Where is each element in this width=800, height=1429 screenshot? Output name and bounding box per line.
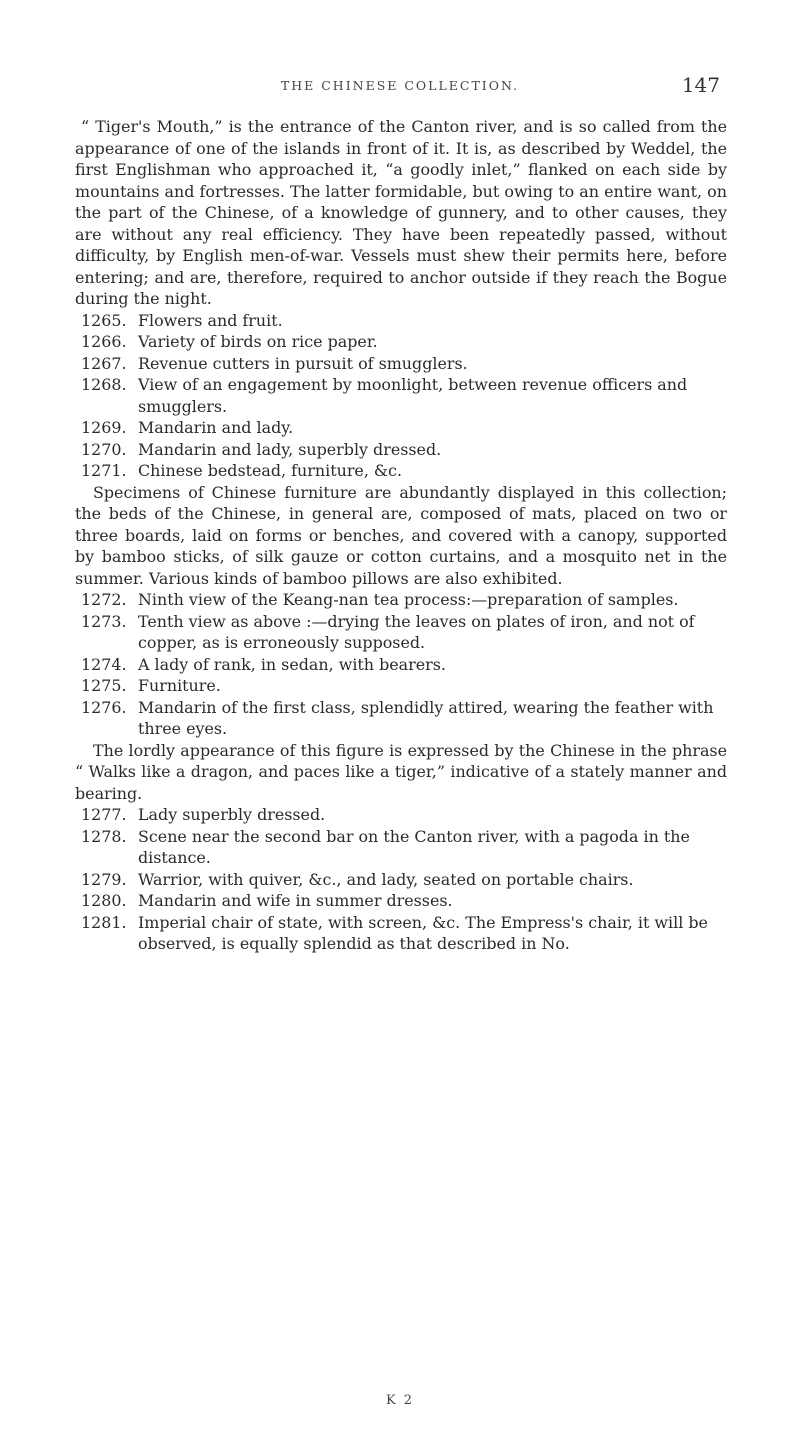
- entry-number: 1269.: [81, 418, 127, 437]
- entry-number: 1276.: [81, 697, 127, 717]
- entry-text: Flowers and fruit.: [138, 310, 283, 330]
- catalogue-entry: [75, 310, 727, 332]
- entry-text: Mandarin of the first class, splendidly attired, wearing the feather with three eyes.: [138, 697, 714, 738]
- paragraph-lordly-appearance: The lordly appearance of this figure is expressed by the Chinese in the phrase “ Walks like a dragon, and paces like a tiger,” indicative of a stately manner and bearing.: [75, 740, 727, 803]
- entry-text: Lady superbly dressed.: [138, 805, 326, 824]
- entry-number: 1266.: [81, 332, 127, 351]
- entry-text: View of an engagement by moonlight, between revenue officers and smugglers.: [138, 375, 688, 416]
- catalogue-entry: [75, 869, 727, 891]
- catalogue-entry: [75, 374, 727, 417]
- entry-number: 1272.: [81, 590, 127, 609]
- entry-number: 1277.: [81, 805, 127, 824]
- catalogue-entry: [75, 654, 727, 676]
- catalogue-entry: [75, 353, 727, 375]
- catalogue-entry: [75, 804, 727, 826]
- catalogue-entry: [75, 611, 727, 654]
- entry-number: 1270.: [81, 439, 127, 459]
- catalogue-entry: [75, 675, 727, 697]
- entry-number: 1271.: [81, 461, 127, 480]
- entry-text: Imperial chair of state, with screen, &c. The Empress's chair, it will be observed, is equally splendid as that described in No.: [138, 912, 708, 953]
- entry-text: Furniture.: [138, 676, 221, 695]
- catalogue-entries-1265-1271: [75, 310, 727, 482]
- entry-text: Tenth view as above :—drying the leaves on plates of iron, and not of copper, as is erroneously supposed.: [138, 611, 695, 652]
- entry-number: 1268.: [81, 375, 127, 394]
- body-text: [75, 116, 727, 955]
- entry-number: 1278.: [81, 826, 127, 846]
- catalogue-entry: [75, 890, 727, 912]
- catalogue-entries-1277-1281: [75, 804, 727, 955]
- catalogue-entry: [75, 439, 727, 461]
- catalogue-entry: [75, 331, 727, 353]
- entry-text: A lady of rank, in sedan, with bearers.: [138, 654, 446, 674]
- entry-text: Chinese bedstead, furniture, &c.: [138, 461, 403, 480]
- page-number: 147: [681, 73, 720, 97]
- entry-number: 1279.: [81, 869, 127, 889]
- catalogue-entry: [75, 826, 727, 869]
- entry-text: Scene near the second bar on the Canton river, with a pagoda in the distance.: [138, 826, 690, 867]
- entry-number: 1267.: [81, 353, 127, 373]
- entry-text: Mandarin and wife in summer dresses.: [138, 891, 453, 910]
- catalogue-entries-1272-1276: [75, 589, 727, 740]
- entry-number: 1274.: [81, 654, 127, 674]
- entry-number: 1273.: [81, 611, 127, 631]
- catalogue-entry: [75, 912, 727, 955]
- entry-text: Revenue cutters in pursuit of smugglers.: [138, 353, 468, 373]
- entry-number: 1265.: [81, 310, 127, 330]
- entry-text: Variety of birds on rice paper.: [138, 332, 378, 351]
- entry-text: Ninth view of the Keang-nan tea process:—preparation of samples.: [138, 590, 679, 609]
- paragraph-furniture: Specimens of Chinese furniture are abundantly displayed in this collection; the beds of the Chinese, in general are, composed of mats, placed on two or three boards, laid on forms or benches, and covered with a canopy, supported by bamboo sticks, of silk gauze or cotton curtains, and a mosquito net in the summer. Various kinds of bamboo pillows are also exhibited.: [75, 482, 727, 588]
- catalogue-entry: [75, 589, 727, 611]
- entry-text: Warrior, with quiver, &c., and lady, seated on portable chairs.: [138, 869, 634, 889]
- catalogue-entry: [75, 460, 727, 482]
- running-title: THE CHINESE COLLECTION.: [280, 78, 520, 93]
- signature-mark: K 2: [385, 1393, 415, 1408]
- entry-number: 1280.: [81, 891, 127, 910]
- entry-text: Mandarin and lady.: [138, 418, 294, 437]
- entry-number: 1275.: [81, 676, 127, 695]
- running-head: [76, 73, 724, 100]
- paragraph-tigers-mouth: “ Tiger's Mouth,” is the entrance of the Canton river, and is so called from the appearance of one of the islands in front of it. It is, as described by Weddel, the first Englishman who approached it, “a goodly inlet,” flanked on each side by mountains and fortresses. The latter formidable, but owing to an entire want, on the part of the Chinese, of a knowledge of gunnery, and to other causes, they are without any real efficiency. They have been repeatedly passed, without difficulty, by English men-of-war. Vessels must shew their permits here, before entering; and are, therefore, required to anchor outside if they reach the Bogue during the night.: [75, 117, 727, 308]
- catalogue-entry: [75, 697, 727, 740]
- entry-number: 1281.: [81, 912, 127, 932]
- catalogue-entry: [75, 417, 727, 439]
- entry-text: Mandarin and lady, superbly dressed.: [138, 439, 442, 459]
